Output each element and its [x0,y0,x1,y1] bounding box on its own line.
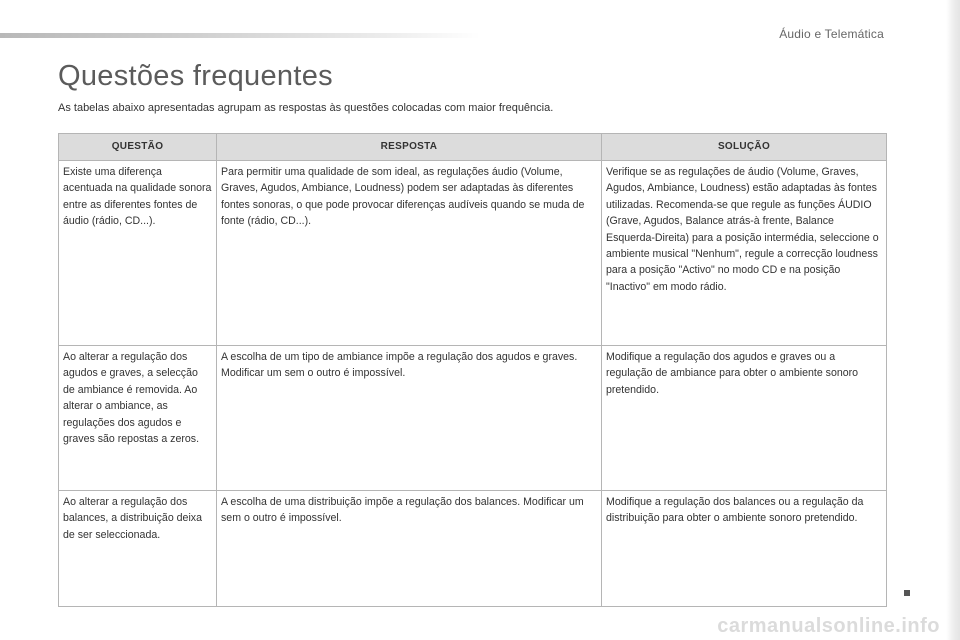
question-cell: Ao alterar a regulação dos agudos e graves, a selecção de ambiance é removida. Ao alterar o ambiance, as regulações dos agudos e graves são repostas a zeros. [59,346,217,491]
question-cell: Existe uma diferença acentuada na qualidade sonora entre as diferentes fontes de áudio (rádio, CD...). [59,161,217,346]
question-cell: Ao alterar a regulação dos balances, a distribuição deixa de ser seleccionada. [59,491,217,607]
solution-cell: Modifique a regulação dos agudos e graves ou a regulação de ambiance para obter o ambiente sonoro pretendido. [602,346,887,491]
section-header: Áudio e Telemática [779,27,884,41]
table-row [59,161,887,346]
end-mark-icon [904,590,910,596]
table-header-row [59,134,887,161]
page-title: Questões frequentes [58,60,333,92]
answer-cell: A escolha de uma distribuição impõe a regulação dos balances. Modificar um sem o outro é impossível. [217,491,602,607]
solution-cell: Modifique a regulação dos balances ou a regulação da distribuição para obter o ambiente sonoro pretendido. [602,491,887,607]
answer-cell: A escolha de um tipo de ambiance impõe a regulação dos agudos e graves. Modificar um sem o outro é impossível. [217,346,602,491]
table-row [59,346,887,491]
table-row [59,491,887,607]
solution-cell: Verifique se as regulações de áudio (Volume, Graves, Agudos, Ambiance, Loudness) estão adaptadas às fontes utilizadas. Recomenda-se que regule as funções ÁUDIO (Grave, Agudos, Balance atrás-à frente, Balance Esquerda-Direita) para a posição intermédia, seleccione o ambiente musical "Nenhum", regule a correcção loudness para a posição "Activo" no modo CD e na posição "Inactivo" em modo rádio. [602,161,887,346]
header-solution: SOLUÇÃO [602,134,887,161]
header-question: QUESTÃO [59,134,217,161]
watermark: carmanualsonline.info [717,615,940,637]
header-rule [0,33,480,38]
intro-text: As tabelas abaixo apresentadas agrupam as respostas às questões colocadas com maior frequência. [58,102,554,114]
header-answer: RESPOSTA [217,134,602,161]
answer-cell: Para permitir uma qualidade de som ideal, as regulações áudio (Volume, Graves, Agudos, Ambiance, Loudness) podem ser adaptadas às diferentes fontes sonoras, o que pode provocar diferenças audíveis quando se muda de fonte (rádio, CD...). [217,161,602,346]
faq-table [58,133,887,607]
page-edge-shadow [946,0,960,640]
